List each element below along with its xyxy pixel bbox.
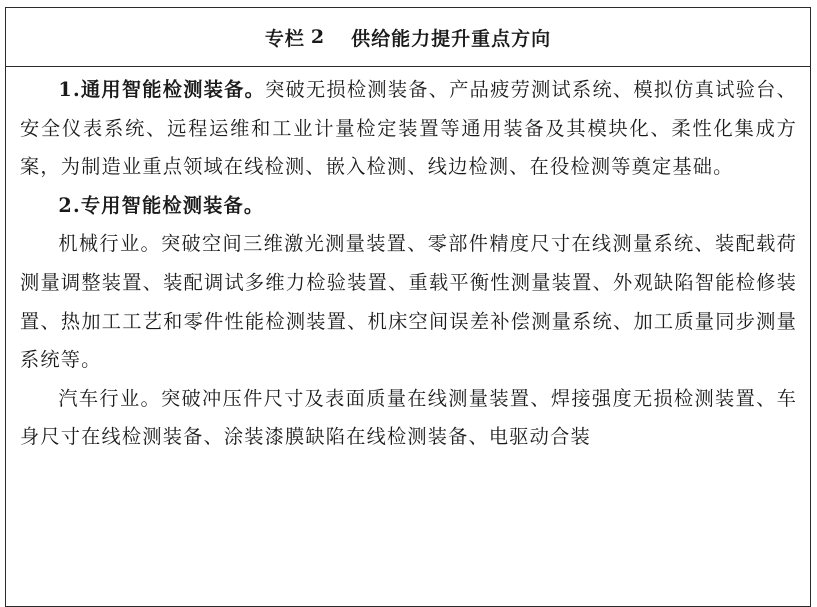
column-title-prefix: 专栏	[264, 27, 305, 50]
section-heading: 1.通用智能检测装备。	[58, 78, 266, 101]
column-title-text: 供给能力提升重点方向	[351, 27, 552, 50]
paragraph-machinery: 机械行业。突破空间三维激光测量装置、零部件精度尺寸在线测量系统、装配载荷测量调整装置、装配调试多维力检验装置、重载平衡性测量装置、外观缺陷智能检修装置、热加工工艺和零件性能检测装置、机床空间误差补偿测量系统、加工质量同步测量系统等。	[20, 232, 797, 372]
section-heading: 2.专用智能检测装备。	[58, 193, 265, 217]
column-title	[6, 8, 810, 67]
column-box	[5, 7, 811, 607]
section-body: 突破无损检测装备、产品疲劳测试系统、模拟仿真试验台、安全仪表系统、远程运维和工业计量检定装置等通用装备及其模块化、柔性化集成方案，为制造业重点领域在线检测、嵌入检测、线边检测、在役检测等奠定基础。	[20, 78, 798, 179]
section-general-equipment	[20, 71, 797, 187]
column-title-number: 2	[310, 26, 326, 48]
paragraph-automotive: 汽车行业。突破冲压件尺寸及表面质量在线测量装置、焊接强度无损检测装置、车身尺寸在线检测装备、涂装漆膜缺陷在线检测装备、电驱动合装	[20, 386, 797, 449]
column-content	[6, 67, 810, 457]
section-special-equipment	[20, 187, 797, 226]
